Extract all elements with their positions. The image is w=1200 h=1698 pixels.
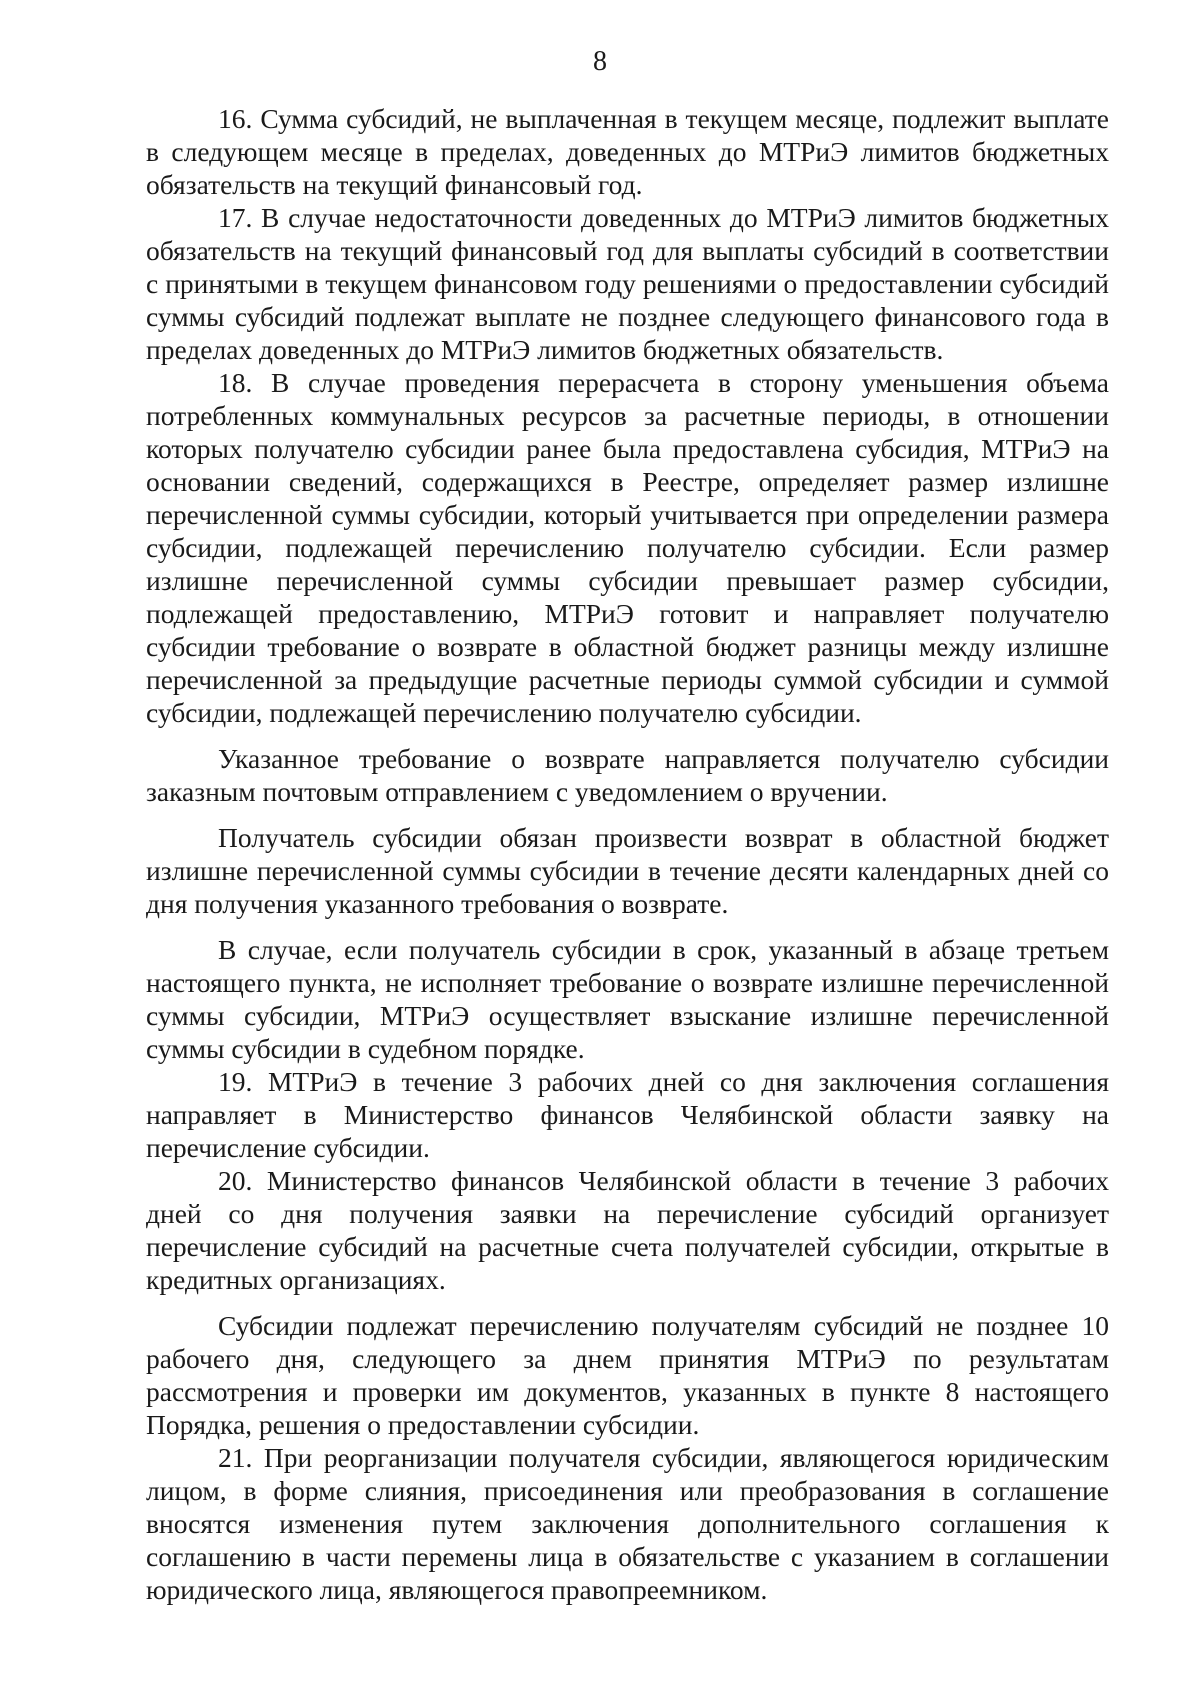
paragraph-18: 18. В случае проведения перерасчета в сторону уменьшения объема потребленных коммунальных ресурсов за расчетные периоды, в отношении которых получателю субсидии ранее была предоставлена субсидия, МТРиЭ на основании сведений, содержащихся в Реестре, определяет размер излишне перечисленной суммы субсидии, который учитывается при определении размера субсидии, подлежащей перечислению получателю субсидии. Если размер излишне перечисленной суммы субсидии превышает размер субсидии, подлежащей предоставлению, МТРиЭ готовит и направляет получателю субсидии требование о возврате в областной бюджет разницы между излишне перечисленной за предыдущие расчетные периоды суммой субсидии и суммой субсидии, подлежащей перечислению получателю субсидии.	[146, 367, 1109, 728]
paragraph-19: 19. МТРиЭ в течение 3 рабочих дней со дня заключения соглашения направляет в Министерство финансов Челябинской области заявку на перечисление субсидии.	[146, 1066, 1109, 1163]
paragraph-21: 21. При реорганизации получателя субсидии, являющегося юридическим лицом, в форме слияния, присоединения или преобразования в соглашение вносятся изменения путем заключения дополнительного соглашения к соглашению в части перемены лица в обязательстве с указанием в соглашении юридического лица, являющегося правопреемником.	[146, 1442, 1109, 1605]
page-number: 8	[593, 46, 607, 77]
paragraph-18-recovery: В случае, если получатель субсидии в срок, указанный в абзаце третьем настоящего пункта, не исполняет требование о возврате излишне перечисленной суммы субсидии, МТРиЭ осуществляет взыскание излишне перечисленной суммы субсидии в судебном порядке.	[146, 934, 1109, 1064]
paragraph-18-return: Получатель субсидии обязан произвести возврат в областной бюджет излишне перечисленной суммы субсидии в течение десяти календарных дней со дня получения указанного требования о возврате.	[146, 822, 1109, 919]
paragraph-16: 16. Сумма субсидий, не выплаченная в текущем месяце, подлежит выплате в следующем месяце в пределах, доведенных до МТРиЭ лимитов бюджетных обязательств на текущий финансовый год.	[146, 103, 1109, 200]
paragraph-17: 17. В случае недостаточности доведенных до МТРиЭ лимитов бюджетных обязательств на текущий финансовый год для выплаты субсидий в соответствии с принятыми в текущем финансовом году решениями о предоставлении субсидий суммы субсидий подлежат выплате не позднее следующего финансового года в пределах доведенных до МТРиЭ лимитов бюджетных обязательств.	[146, 202, 1109, 365]
paragraph-18-notice: Указанное требование о возврате направляется получателю субсидии заказным почтовым отправлением с уведомлением о вручении.	[146, 743, 1109, 807]
document-body	[146, 102, 1109, 1606]
paragraph-20-deadline: Субсидии подлежат перечислению получателям субсидий не позднее 10 рабочего дня, следующего за днем принятия МТРиЭ по результатам рассмотрения и проверки им документов, указанных в пункте 8 настоящего Порядка, решения о предоставлении субсидии.	[146, 1310, 1109, 1440]
paragraph-20: 20. Министерство финансов Челябинской области в течение 3 рабочих дней со дня получения заявки на перечисление субсидий организует перечисление субсидий на расчетные счета получателей субсидии, открытые в кредитных организациях.	[146, 1165, 1109, 1295]
